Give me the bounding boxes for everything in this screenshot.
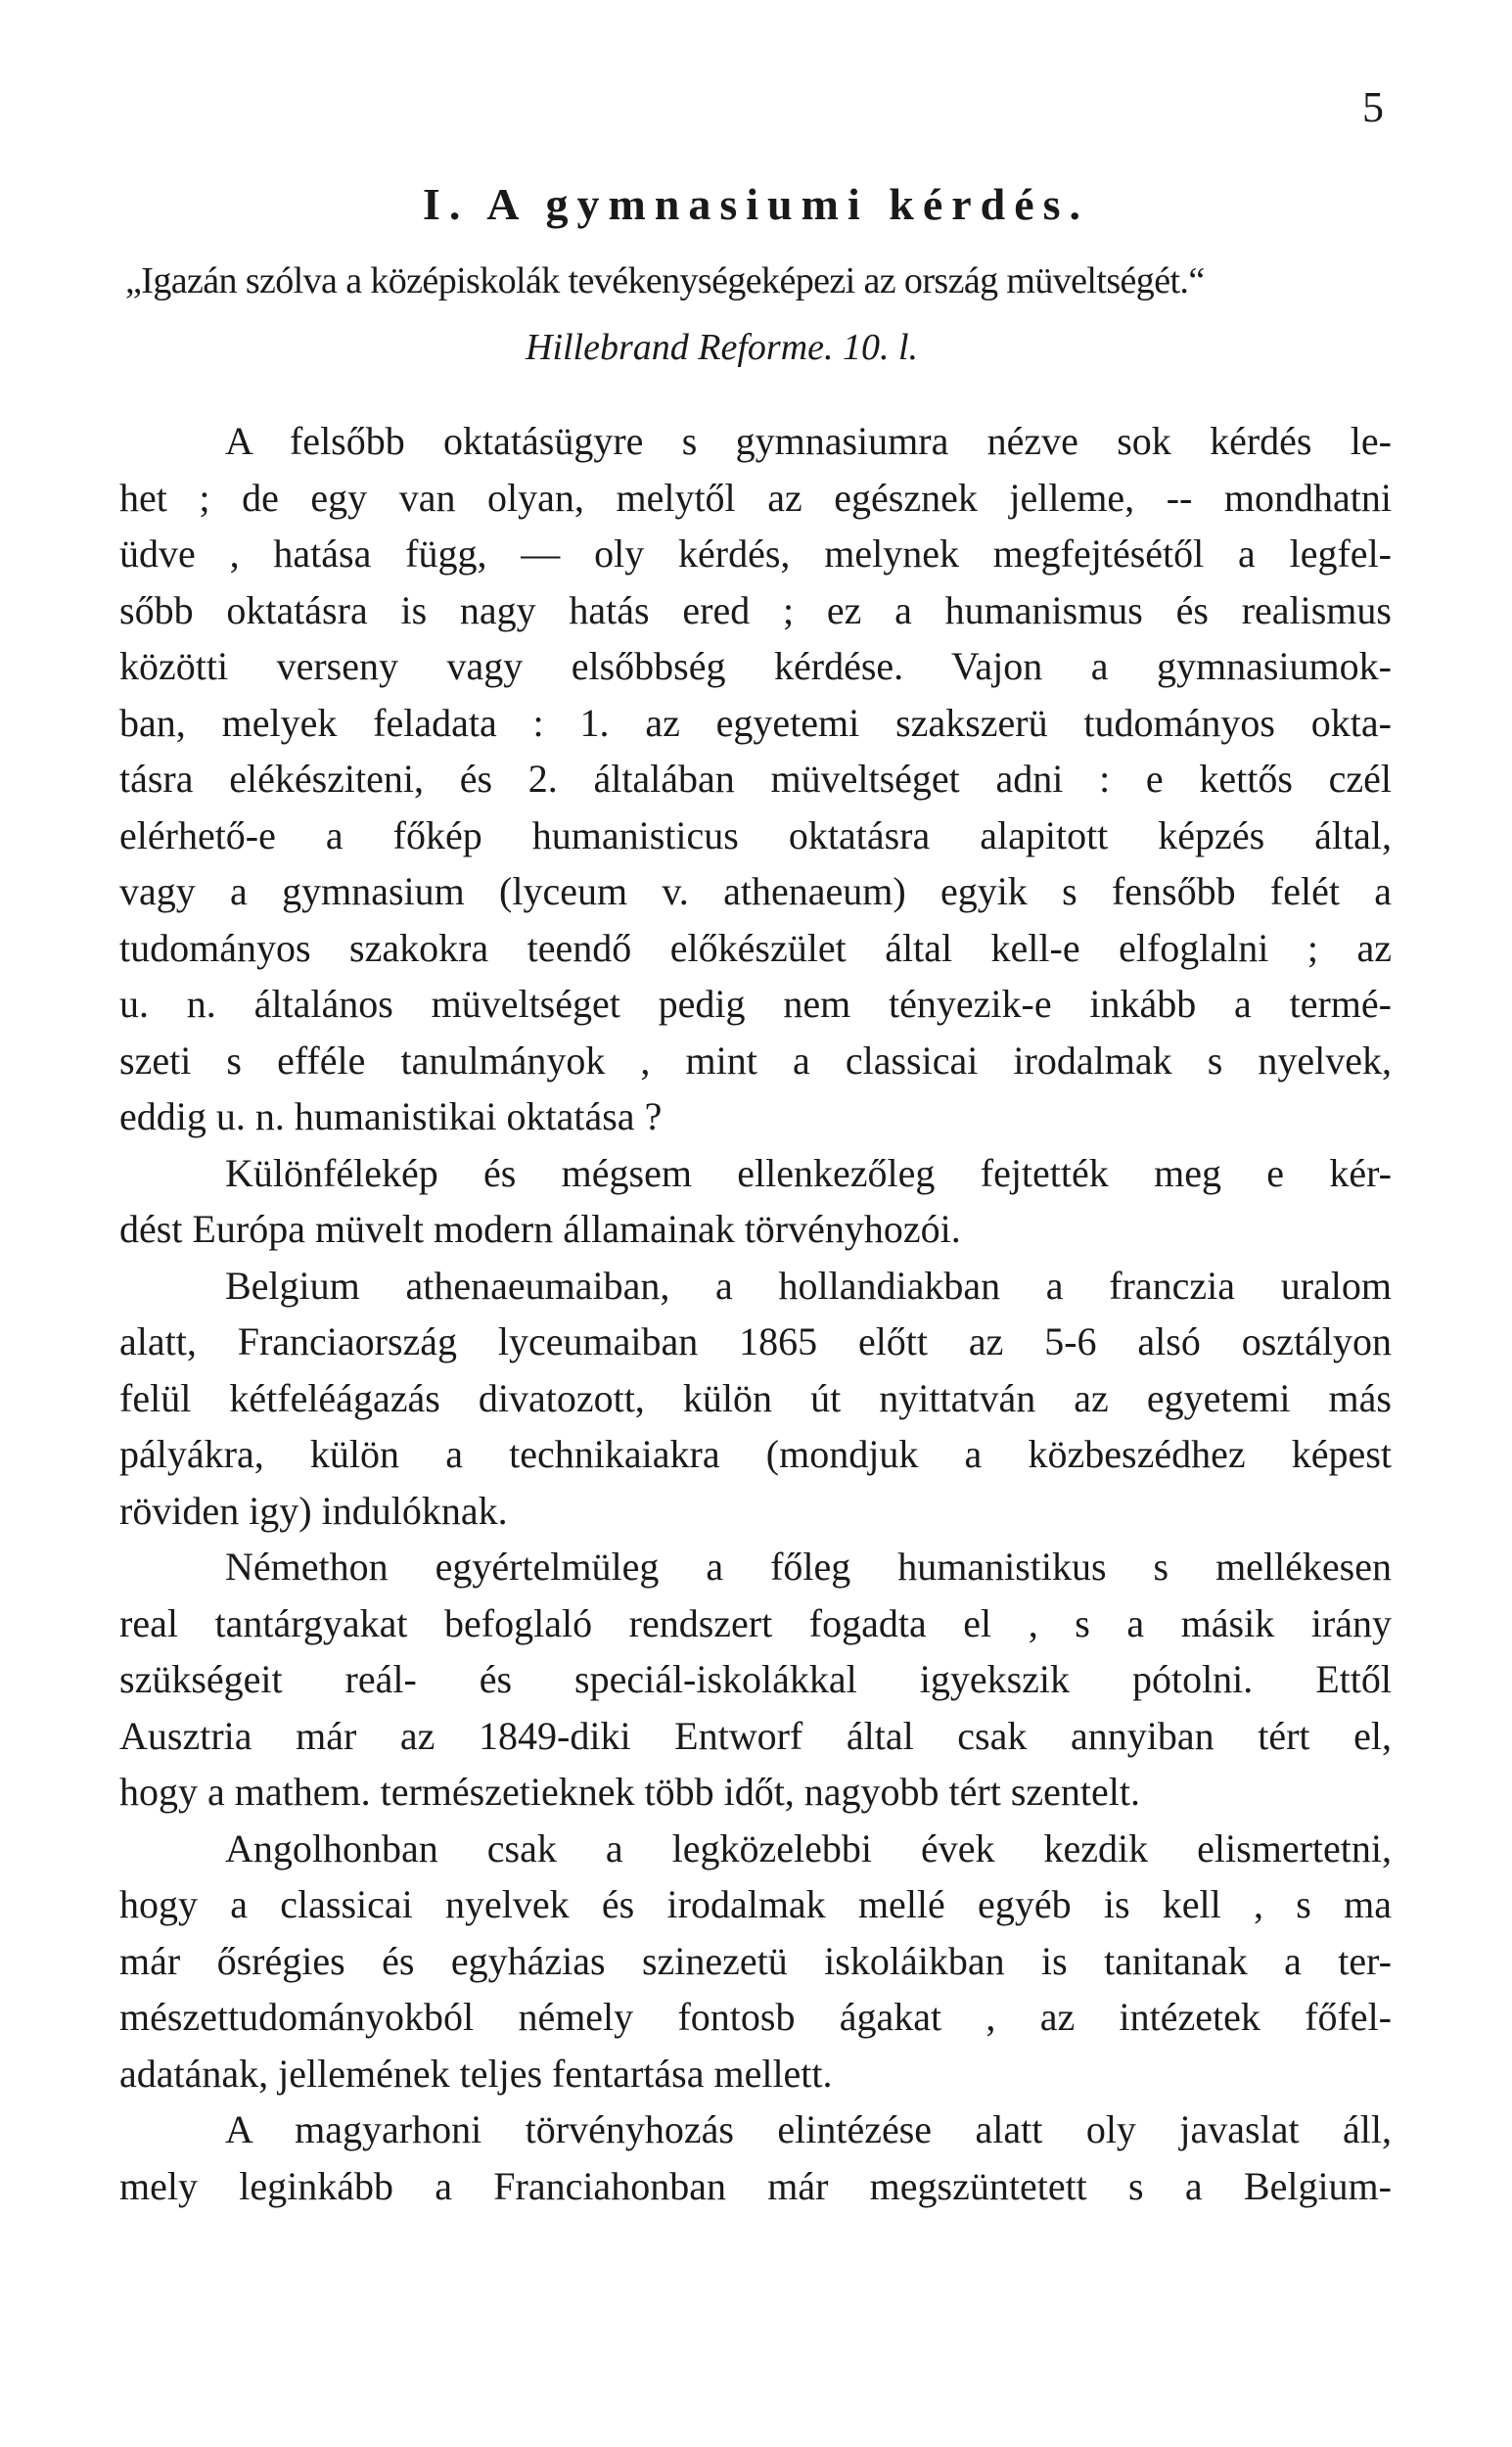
text-line: Ausztria már az 1849-diki Entworf által csak annyiban tért el, [119,1713,1392,1758]
text-line: Némethon egyértelmüleg a főleg humanistikus s mellékesen [225,1545,1392,1589]
page-number: 5 [1362,83,1384,131]
text-line: A magyarhoni törvényhozás elintézése alatt oly javaslat áll, [225,2107,1392,2151]
text-line: A felsőbb oktatásügyre s gymnasiumra nézve sok kérdés le- [225,419,1392,463]
text-line: mely leginkább a Franciahonban már megszüntetett s a Belgium- [119,2163,1392,2208]
paragraph [119,1821,1392,2102]
epigraph-source: Hillebrand Reforme. 10. l. [526,327,919,368]
text-line: elérhető-e a főkép humanisticus oktatásra alapitott képzés által, [119,812,1392,857]
text-line: hogy a classicai nyelvek és irodalmak mellé egyéb is kell , s ma [119,1882,1392,1926]
paragraph [119,2101,1392,2214]
text-line: hogy a mathem. természetieknek több időt, nagyobb tért szentelt. [119,1770,1141,1814]
text-line: real tantárgyakat befoglaló rendszert fogadta el , s a másik irány [119,1600,1392,1645]
text-line: szükségeit reál- és speciál-iskolákkal igyekszik pótolni. Ettől [119,1657,1392,1701]
text-line: het ; de egy van olyan, melytől az egésznek jelleme, -- mondhatni [119,475,1392,520]
text-line: tudományos szakokra teendő előkészület által kell-e elfoglalni ; az [119,925,1392,970]
text-line: Angolhonban csak a legközelebbi évek kezdik elismertetni, [225,1825,1392,1870]
text-line: szeti s efféle tanulmányok , mint a classicai irodalmak s nyelvek, [119,1038,1392,1083]
chapter-heading: I. A gymnasiumi kérdés. [422,179,1090,229]
text-line: pályákra, külön a technikaiakra (mondjuk a közbeszédhez képest [119,1432,1392,1476]
text-line: adatának, jellemének teljes fentartása mellett. [119,2051,833,2096]
text-line: alatt, Franciaország lyceumaiban 1865 előtt az 5-6 alsó osztályon [119,1319,1392,1363]
text-line: dést Európa müvelt modern államainak törvényhozói. [119,1207,961,1251]
text-line: mészettudományokból némely fontosb ágakat , az intézetek főfel- [119,1995,1392,2039]
paragraph [119,1539,1392,1821]
text-line: röviden igy) indulóknak. [119,1488,508,1533]
paragraph [119,1145,1392,1258]
text-line: vagy a gymnasium (lyceum v. athenaeum) egyik s fensőbb felét a [119,869,1392,913]
text-line: eddig u. n. humanistikai oktatása ? [119,1094,663,1138]
text-line: üdve , hatása függ, — oly kérdés, melynek megfejtésétől a legfel- [119,531,1392,576]
text-line: ban, melyek feladata : 1. az egyetemi szakszerü tudományos okta- [119,700,1392,745]
epigraph-quote: „Igazán szólva a középiskolák tevékenységeképezi az ország müveltségét.“ [125,260,1205,301]
text-line: Különfélekép és mégsem ellenkezőleg fejtették meg e kér- [225,1150,1392,1195]
text-line: már ősrégies és egyházias szinezetü iskoláikban is tanitanak a ter- [119,1938,1392,1983]
text-line: közötti verseny vagy elsőbbség kérdése. Vajon a gymnasiumok- [119,644,1392,688]
text-line: u. n. általános müveltséget pedig nem tényezik-e inkább a termé- [119,982,1392,1026]
text-line: felül kétfeléágazás divatozott, külön út nyittatván az egyetemi más [119,1375,1392,1420]
text-line: Belgium athenaeumaiban, a hollandiakban a franczia uralom [225,1263,1392,1308]
paragraph [119,1258,1392,1540]
text-line: sőbb oktatásra is nagy hatás ered ; ez a humanismus és realismus [119,587,1392,632]
text-line: tásra elékésziteni, és 2. általában müveltséget adni : e kettős czél [119,757,1392,801]
body-text [119,413,1392,2214]
paragraph [119,413,1392,1145]
